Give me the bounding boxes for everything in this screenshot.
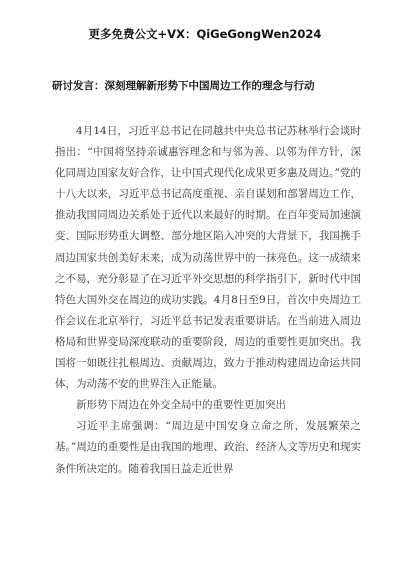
document-title: 研讨发言：深刻理解新形势下中国周边工作的理念与行动 bbox=[52, 80, 315, 92]
document-body bbox=[55, 121, 361, 480]
body-paragraph: 4月14日，习近平总书记在同越共中央总书记苏林举行会谈时指出：“中国将坚持亲诚惠容理念和与邻为善、以邻为伴方针，深化同周边国家友好合作，让中国式现代化成果更多惠及周边。”党的十八大以来，习近平总书记高度重视、亲自谋划和部署周边工作，推动我国同周边关系处于近代以来最好的时期。在百年变局加速演变、国际形势重大调整、部分地区陷入冲突的大背景下，我国携手周边国家共创美好未来，成为动荡世界中的一抹亮色。这一成绩来之不易，充分彰显了在习近平外交思想的科学指引下，新时代中国特色大国外交在周边的成功实践。4月8日至9日，首次中央周边工作会议在北京举行，习近平总书记发表重要讲话。在当前进入周边格局和世界变局深度联动的重要阶段，周边的重要性更加突出。我国将一如既往扎根周边、贡献周边，致力于推动构建周边命运共同体，为动荡不安的世界注入正能量。 bbox=[55, 125, 361, 391]
section-heading: 新形势下周边在外交全局中的重要性更加突出 bbox=[76, 399, 286, 412]
body-paragraph: 习近平主席强调：“周边是中国安身立命之所，发展繁荣之基。”周边的重要性是由我国的地理、政治、经济人文等历史和现实条件所决定的。随着我国日益走近世界 bbox=[55, 420, 361, 475]
header-watermark-text: 更多免费公文+VX：QiGeGongWen2024 bbox=[88, 27, 322, 41]
